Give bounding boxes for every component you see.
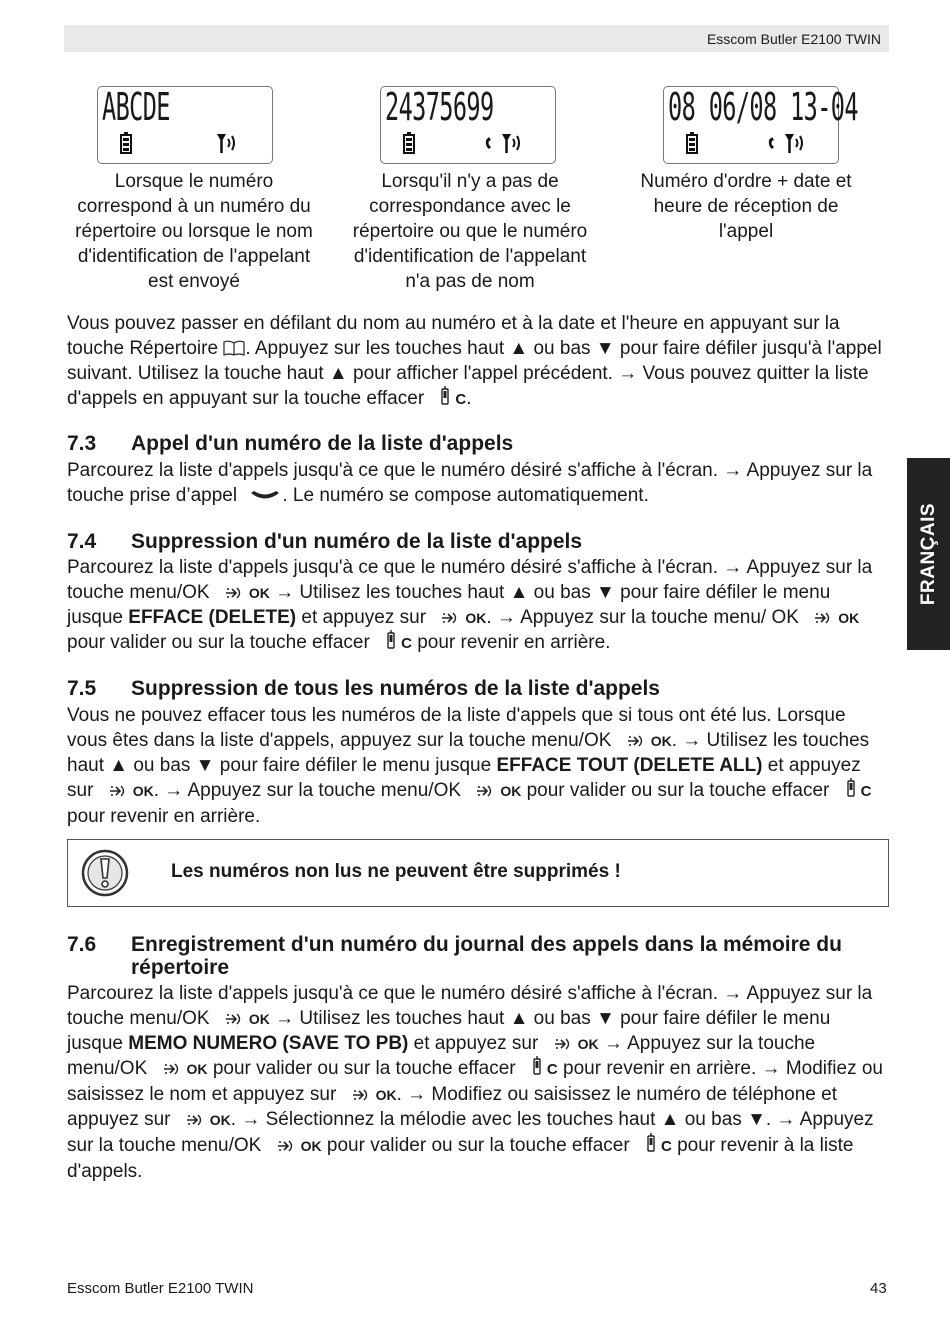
header-title: Esscom Butler E2100 TWIN: [706, 31, 881, 47]
signal-icon: [214, 131, 238, 155]
lcd-display-date: [663, 85, 858, 164]
language-tab-label: FRANÇAIS: [917, 502, 939, 606]
section-paragraph-7-4: Parcourez la liste d'appels jusqu'à ce que le numéro désiré s'affiche à l'écran. → Appuyez sur la touche menu/OK OK → Utilisez les touches haut ▲ ou bas ▼ pour faire défiler le menu jusque EFFACE (DELETE) et appuyez sur OK. → Appuyez sur la touche menu/ OK OK pour valider ou sur la touche effacer C pour revenir en arrière.: [67, 557, 873, 654]
lcd-digits: ABCDE: [102, 85, 170, 129]
handset-icon: [484, 137, 500, 151]
warning-note: [67, 839, 889, 907]
lcd-digits: 24375699: [385, 85, 494, 129]
display-caption: Numéro d'ordre + date et heure de réception de l'appel: [640, 171, 852, 242]
clear-key-icon: [847, 778, 855, 798]
clear-key-icon: [647, 1133, 655, 1153]
battery-icon: [403, 132, 415, 154]
section-heading-7-6: 7.6 Enregistrement d'un numéro du journal des appels dans la mémoire du répertoire: [67, 933, 842, 979]
section-paragraph-7-3: Parcourez la liste d'appels jusqu'à ce que le numéro désiré s'affiche à l'écran. → Appuyez sur la touche prise d’appel . Le numéro se compose automatiquement.: [67, 460, 873, 506]
lcd-display-name: [97, 86, 273, 164]
warning-icon: [80, 848, 130, 898]
book-icon: [223, 340, 245, 356]
lcd-digits: 08 06/08 13-04: [668, 85, 858, 129]
display-caption: Lorsqu'il n'y a pas de correspondance avec le répertoire ou que le numéro d'identification de l'appelant n'a pas de nom: [352, 171, 588, 292]
menu-ok-icon: [352, 1088, 370, 1102]
menu-ok-icon: [225, 1012, 243, 1026]
menu-ok-icon: [554, 1037, 572, 1051]
language-tab: [907, 458, 950, 650]
signal-icon: [782, 131, 806, 155]
warning-text: Les numéros non lus ne peuvent être supprimés !: [171, 861, 621, 882]
section-heading-7-5: 7.5 Suppression de tous les numéros de la liste d'appels: [67, 677, 660, 700]
section-paragraph-7-6: Parcourez la liste d'appels jusqu'à ce que le numéro désiré s'affiche à l'écran. → Appuyez sur la touche menu/OK OK → Utilisez les touches haut ▲ ou bas ▼ pour faire défiler le menu jusque MEMO NUMERO (SAVE TO PB) et appuyez sur OK → Appuyez sur la touche menu/OK OK pour valider ou sur la touche effacer C pour revenir en arrière. → Modifiez ou saisissez le nom et appuyez sur OK. → Modifiez ou saisissez le numéro de téléphone et appuyez sur OK. → Sélectionnez la mélodie avec les touches haut ▲ ou bas ▼. → Appuyez sur la touche menu/OK OK pour valider ou sur la touche effacer C pour revenir à la liste d'appels.: [67, 983, 883, 1182]
page-number: 43: [870, 1280, 887, 1297]
menu-ok-icon: [476, 784, 494, 798]
section-paragraph-7-5: Vous ne pouvez effacer tous les numéros de la liste d'appels que si tous ont été lus. Lorsque vous êtes dans la liste d'appels, appuyez sur la touche menu/OK OK. → Utilisez les touches haut ▲ ou bas ▼ pour faire défiler le menu jusque EFFACE TOUT (DELETE ALL) et appuyez sur OK. → Appuyez sur la touche menu/OK OK pour valider ou sur la touche effacer C pour revenir en arrière.: [67, 705, 872, 828]
menu-ok-icon: [186, 1113, 204, 1127]
menu-ok-icon: [109, 784, 127, 798]
menu-ok-icon: [163, 1062, 181, 1076]
battery-icon: [120, 132, 132, 154]
menu-ok-icon: [814, 611, 832, 625]
section-heading-7-4: 7.4 Suppression d'un numéro de la liste d'appels: [67, 530, 583, 553]
clear-key-icon: [387, 630, 395, 650]
footer-title: Esscom Butler E2100 TWIN: [67, 1280, 254, 1297]
call-key-icon: [250, 490, 280, 502]
menu-ok-icon: [277, 1139, 295, 1153]
menu-ok-icon: [225, 586, 243, 600]
lcd-display-number: [380, 86, 556, 164]
section-heading-7-3: 7.3 Appel d'un numéro de la liste d'appels: [67, 432, 514, 455]
display-caption: Lorsque le numéro correspond à un numéro du répertoire ou lorsque le nom d'identification de l'appelant est envoyé: [75, 171, 313, 292]
menu-ok-icon: [627, 734, 645, 748]
handset-icon: [767, 137, 783, 151]
clear-key-icon: [441, 386, 449, 406]
signal-icon: [499, 131, 523, 155]
menu-ok-icon: [441, 611, 459, 625]
intro-paragraph: Vous pouvez passer en défilant du nom au numéro et à la date et l'heure en appuyant sur la touche Répertoire . Appuyez sur les touches haut ▲ ou bas ▼ pour faire défiler jusqu'à l'appel suivant. Utilisez la touche haut ▲ pour afficher l'appel précédent. → Vous pouvez quitter la liste d'appels en appuyant sur la touche effacer C.: [67, 313, 882, 410]
header-bar: [64, 25, 889, 52]
battery-icon: [686, 132, 698, 154]
clear-key-icon: [533, 1056, 541, 1076]
